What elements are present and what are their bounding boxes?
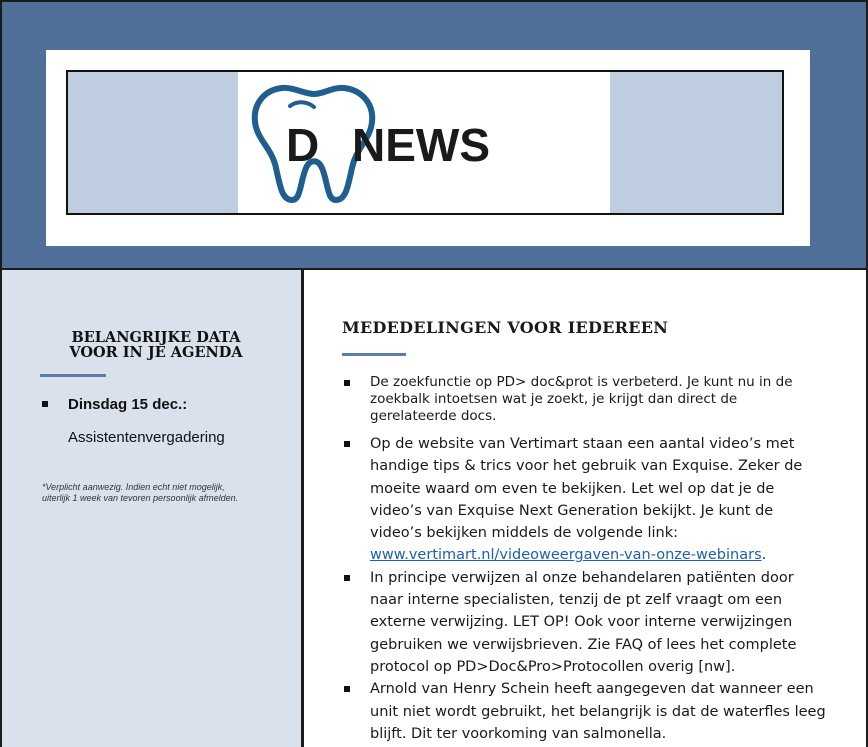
agenda-date: Dinsdag 15 dec.: xyxy=(68,396,188,413)
header-band xyxy=(0,0,868,270)
logo-banner xyxy=(66,70,784,215)
announcement-list xyxy=(340,374,826,745)
sidebar-title xyxy=(40,330,272,360)
list-item xyxy=(340,433,826,567)
title-accent-rule xyxy=(342,353,406,356)
list-item xyxy=(340,567,826,678)
logo-letter: D xyxy=(286,119,320,171)
logo-title: NEWS xyxy=(352,119,490,171)
agenda-sidebar xyxy=(0,268,304,747)
vertimart-link[interactable]: www.vertimart.nl/videoweergaven-van-onze-webinars xyxy=(370,547,762,564)
announcement-text-end: . xyxy=(761,547,767,564)
agenda-event: Assistentenvergadering xyxy=(68,429,225,446)
dnews-logo xyxy=(238,72,610,213)
bullet-icon xyxy=(42,401,48,407)
bullet-icon xyxy=(344,380,350,386)
announcement-text: Arnold van Henry Schein heeft aangegeven dat wanneer een unit niet wordt gebruikt, het belangrijk is dat de waterfles leeg blijft. Dit ter voorkoming van salmonella. xyxy=(370,681,826,742)
list-item xyxy=(340,374,826,425)
announcement-text: De zoekfunctie op PD> doc&prot is verbeterd. Je kunt nu in de zoekbalk intoetsen wat je zoekt, je krijgt dan direct de gerelateerde docs. xyxy=(370,374,793,424)
bullet-icon xyxy=(344,575,350,581)
announcements-title: MEDEDELINGEN VOOR IEDEREEN xyxy=(342,318,669,337)
agenda-footnote: *Verplicht aanwezig. Indien echt niet mogelijk, uiterlijk 1 week van tevoren persoonlijk afmelden. xyxy=(42,482,239,503)
list-item xyxy=(340,678,826,745)
sidebar-accent-rule xyxy=(40,374,106,377)
bullet-icon xyxy=(344,686,350,692)
announcements-panel xyxy=(304,268,868,747)
announcement-text: Op de website van Vertimart staan een aantal video’s met handige tips & trics voor het gebruik van Exquise. Zeker de moeite waard om even te bekijken. Let wel op dat je de video’s van Exquise Next Generation bekijkt. Je kunt de video’s bekijken middels de volgende link: xyxy=(370,436,803,542)
sidebar-title-line1: BELANGRIJKE DATA xyxy=(71,329,241,346)
logo-area xyxy=(238,72,610,213)
announcement-text: In principe verwijzen al onze behandelaren patiënten door naar interne specialisten, tenzij de pt zelf vraagt om een externe verwijzing. LET OP! Ook voor interne verwijzingen gebruiken we verwijsbrieven. Zie FAQ of lees het complete protocol op PD>Doc&Pro>Protocollen overig [nw]. xyxy=(370,569,797,675)
sidebar-title-line2: VOOR IN JE AGENDA xyxy=(69,344,243,361)
bullet-icon xyxy=(344,441,350,447)
header-frame xyxy=(46,50,810,246)
